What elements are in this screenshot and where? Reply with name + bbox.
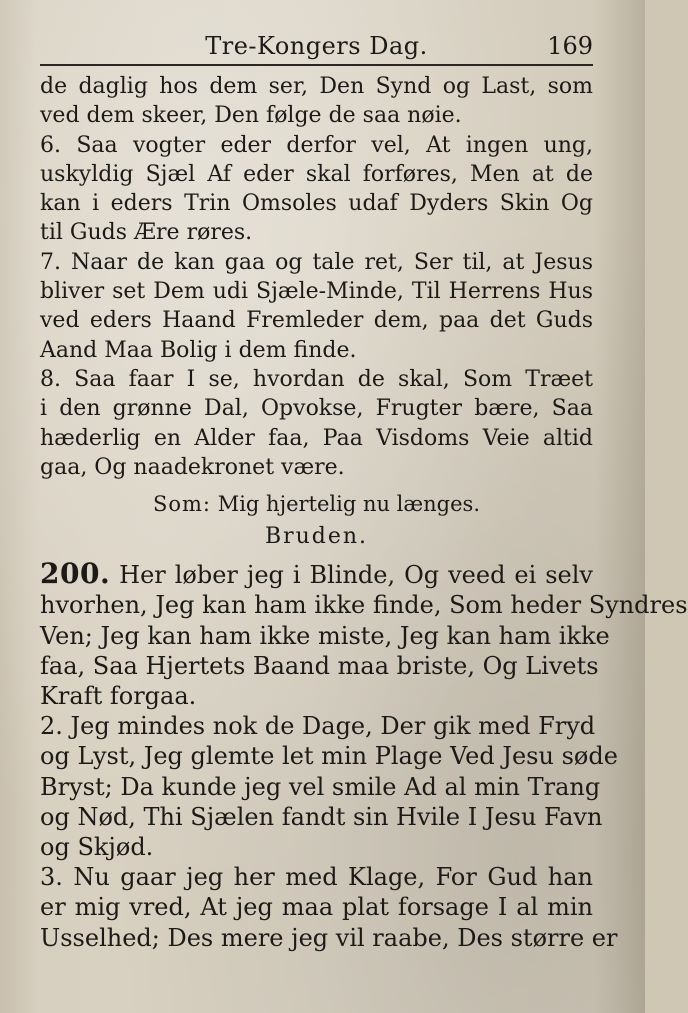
hymn-200-verse-3 — [40, 862, 618, 953]
hymn-title: Bruden. — [264, 524, 369, 550]
text-line: og Lyst, Jeg glemte let min Plage Ved Jesu søde — [40, 742, 618, 771]
page-text — [40, 72, 688, 953]
text-line: 8. Saa faar I se, hvordan de skal, Som Træet — [40, 366, 593, 392]
page-number: 169 — [547, 32, 593, 60]
text-line: hæderlig en Alder faa, Paa Visdoms Veie altid — [40, 425, 593, 451]
text-line: ved dem skeer, Den følge de saa nøie. — [40, 103, 462, 129]
text-line: Kraft forgaa. — [40, 681, 197, 710]
text-line: Usselhed; Des mere jeg vil raabe, Des større er — [40, 923, 618, 952]
text-line: faa, Saa Hjertets Baand maa briste, Og Livets — [40, 651, 599, 680]
text-line: 7. Naar de kan gaa og tale ret, Ser til, at Jesus — [40, 249, 593, 275]
hymn-200-verse-2 — [40, 711, 618, 862]
melody-line — [40, 490, 593, 519]
text-line: og Skjød. — [40, 832, 154, 861]
text-line: 6. Saa vogter eder derfor vel, At ingen ung, — [40, 132, 593, 158]
melody-tune: Mig hjertelig nu længes. — [217, 492, 480, 517]
text-line: 2. Jeg mindes nok de Dage, Der gik med Fryd — [40, 712, 596, 741]
text-line: uskyldig Sjæl Af eder skal forføres, Men at de — [40, 161, 593, 187]
text-line: ved eders Haand Fremleder dem, paa det Guds — [40, 308, 593, 334]
text-line: Bryst; Da kunde jeg vel smile Ad al min Trang — [40, 772, 601, 801]
hymn-200-verse-1 — [40, 557, 688, 711]
text-line: de daglig hos dem ser, Den Synd og Last, som — [40, 74, 593, 99]
text-line: til Guds Ære røres. — [40, 220, 253, 246]
verse-7 — [40, 248, 593, 365]
text-line: bliver set Dem udi Sjæle-Minde, Til Herrens Hus — [40, 279, 593, 305]
hymn-first-line: Her løber jeg i Blinde, Og veed ei selv — [119, 561, 593, 590]
text-line — [40, 559, 593, 590]
text-line: i den grønne Dal, Opvokse, Frugter bære, Saa — [40, 396, 593, 422]
hymn-number: 200. — [40, 557, 111, 591]
verse-8 — [40, 365, 593, 482]
text-line: kan i eders Trin Omsoles udaf Dyders Skin Og — [40, 191, 593, 217]
text-line: Aand Maa Bolig i dem finde. — [40, 337, 357, 363]
running-title: Tre-Kongers Dag. — [205, 32, 428, 60]
text-line: og Nød, Thi Sjælen fandt sin Hvile I Jesu Favn — [40, 802, 603, 831]
page-header — [40, 30, 593, 66]
text-line: Ven; Jeg kan ham ikke miste, Jeg kan ham ikke — [40, 621, 610, 650]
melody-prefix: Som: — [152, 492, 212, 517]
text-line: hvorhen, Jeg kan ham ikke finde, Som heder Syndres — [40, 591, 688, 620]
text-line: 3. Nu gaar jeg her med Klage, For Gud han — [40, 863, 593, 892]
text-line: er mig vred, At jeg maa plat forsage I al min — [40, 893, 593, 922]
text-line: gaa, Og naadekronet være. — [40, 454, 345, 480]
verse-6 — [40, 131, 593, 248]
verse-continuation — [40, 72, 593, 131]
